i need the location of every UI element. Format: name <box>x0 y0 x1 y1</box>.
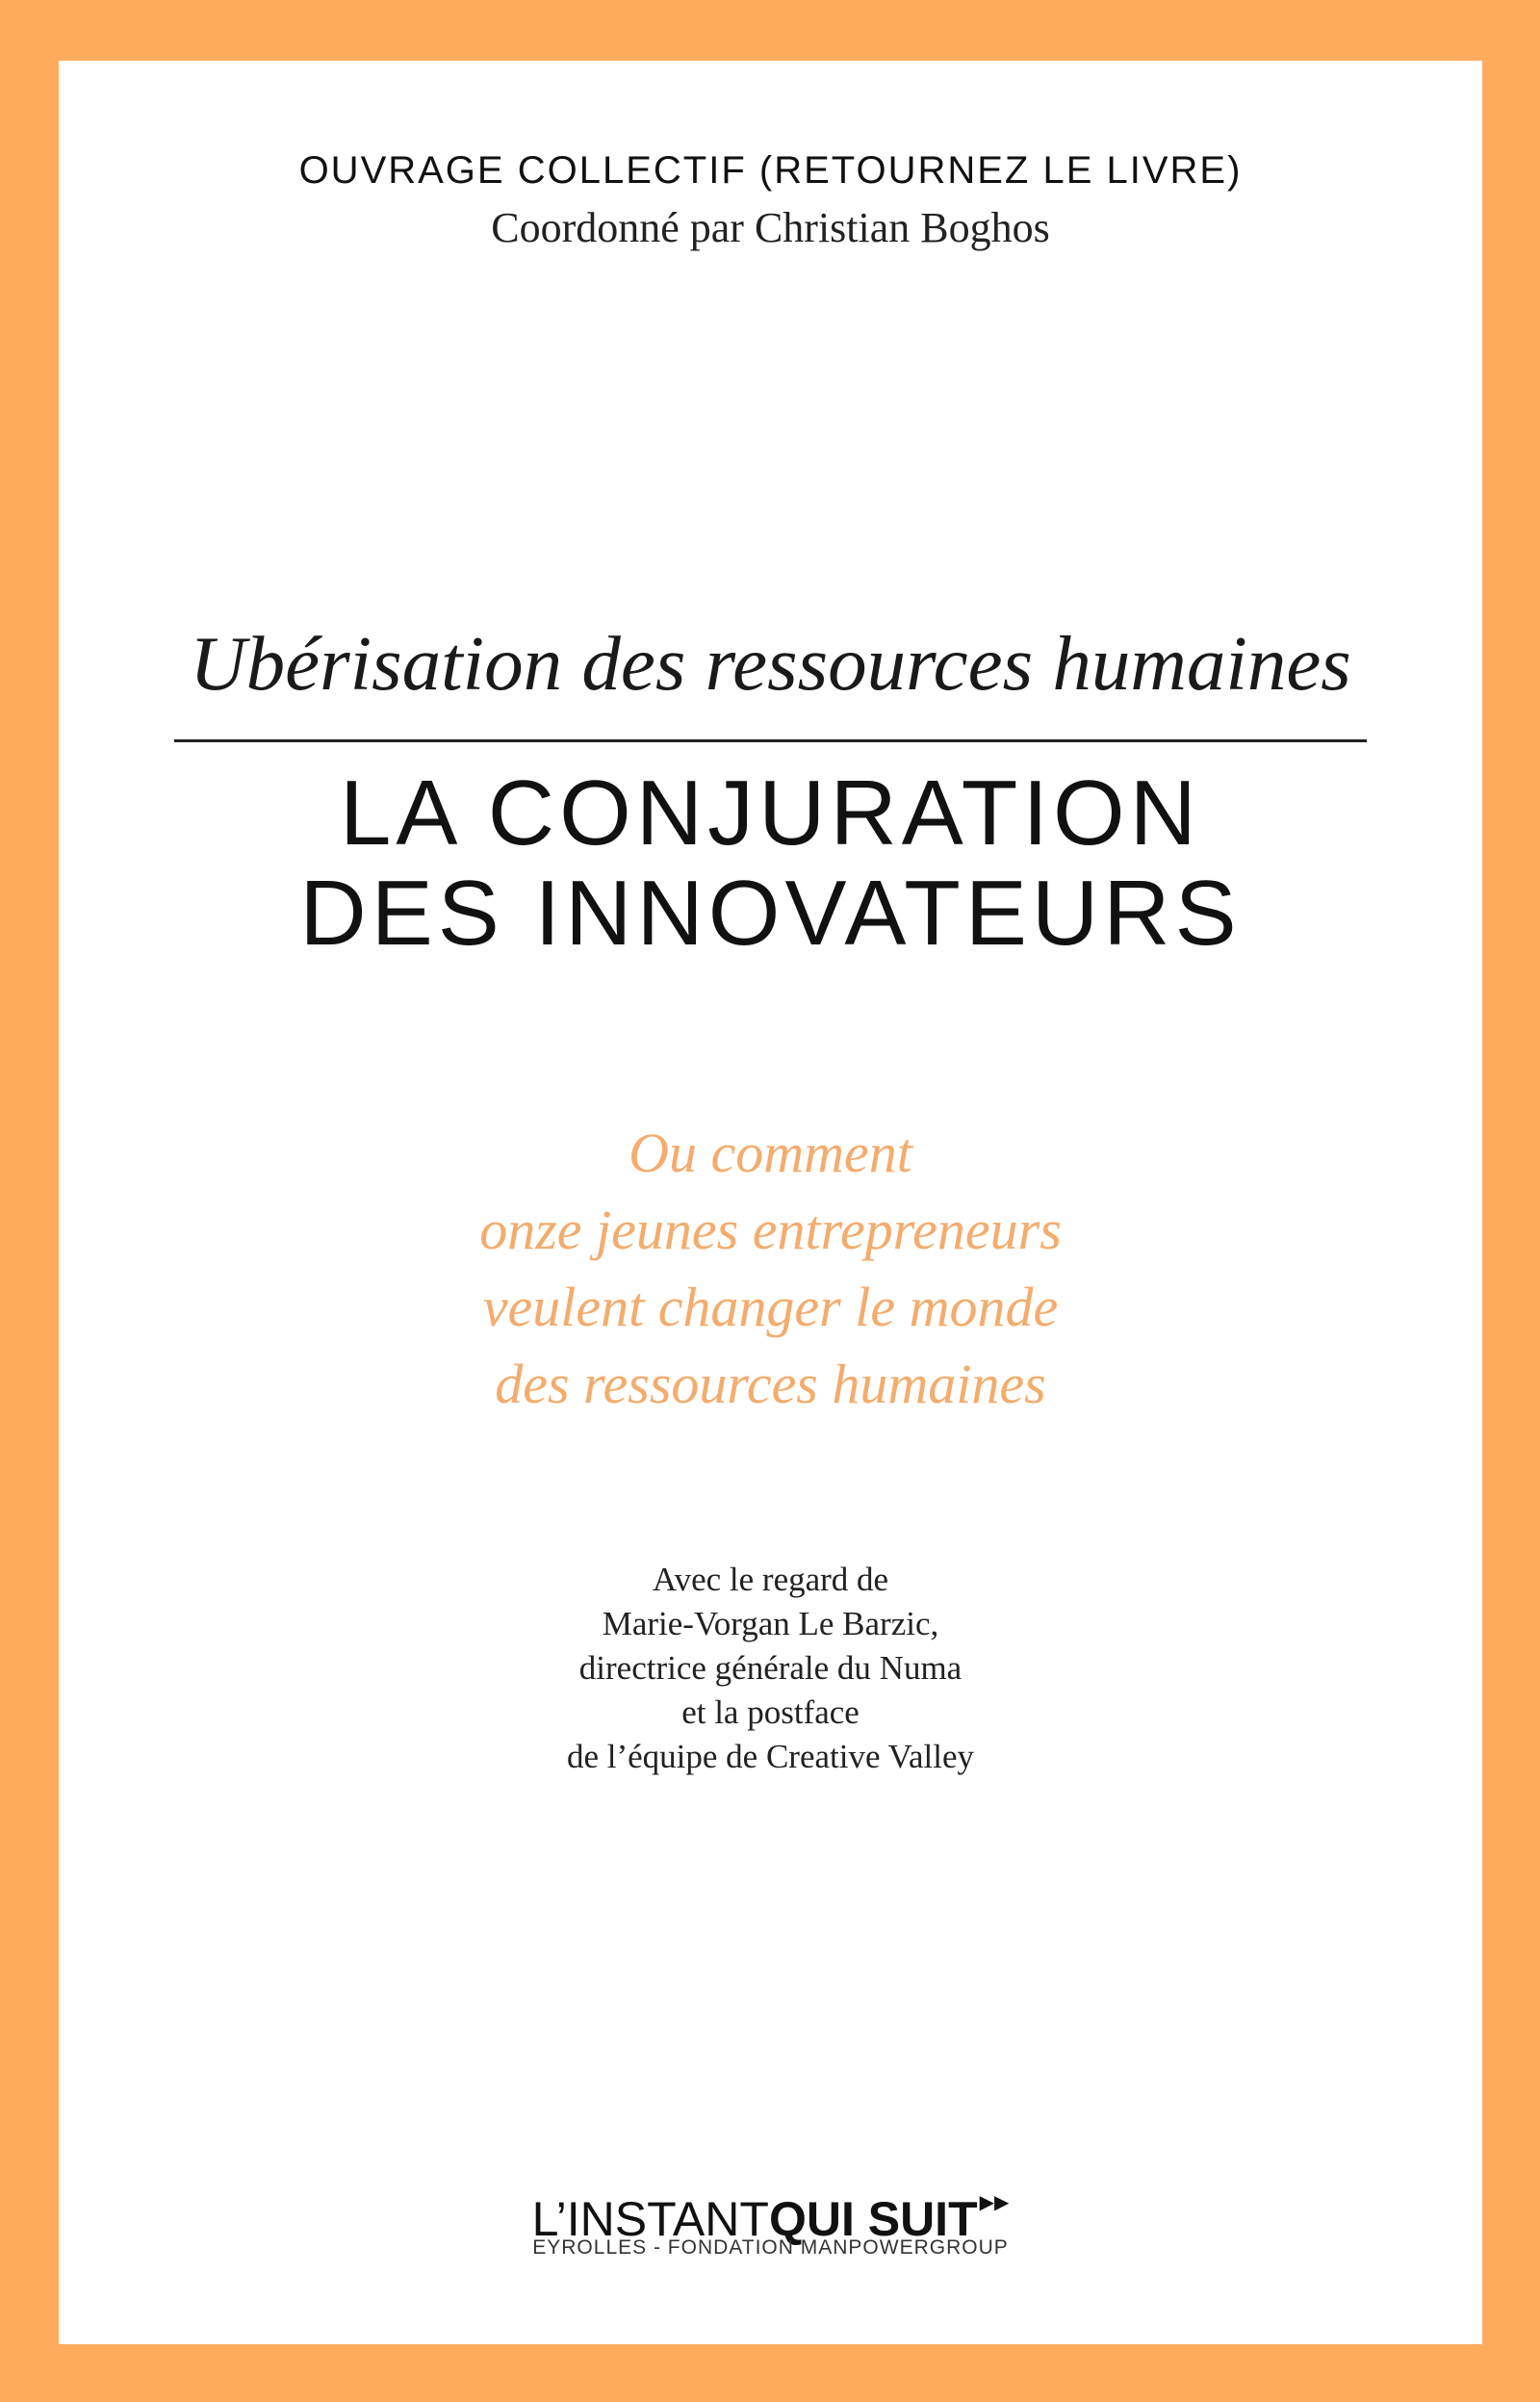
fast-forward-icon: ▶▶ <box>979 2192 1010 2213</box>
tagline-line-2: onze jeunes entrepreneurs <box>479 1199 1062 1261</box>
contributors-line-2: Marie-Vorgan Le Barzic, <box>602 1605 939 1642</box>
imprint-logo-bold: QUI SUIT <box>768 2192 978 2246</box>
tagline-line-1: Ou comment <box>629 1122 912 1184</box>
contributors-line-4: et la postface <box>681 1693 860 1731</box>
publisher-line: EYROLLES - FONDATION MANPOWERGROUP <box>532 2236 1009 2259</box>
subtitle: Ubérisation des ressources humaines <box>190 620 1351 707</box>
tagline <box>59 1115 1482 1423</box>
contributors-line-1: Avec le regard de <box>652 1561 889 1598</box>
book-title <box>59 763 1482 964</box>
contributors-line-3: directrice générale du Numa <box>578 1649 962 1687</box>
coordinator-credit: Coordonné par Christian Boghos <box>491 204 1050 251</box>
collective-work-label: OUVRAGE COLLECTIF (RETOURNEZ LE LIVRE) <box>298 149 1243 192</box>
tagline-line-3: veulent changer le monde <box>482 1276 1059 1338</box>
book-cover <box>59 61 1482 2344</box>
imprint-logo-light: L’INSTANT <box>531 2192 769 2246</box>
contributors-line-5: de l’équipe de Creative Valley <box>566 1738 975 1775</box>
book-title-line-2: DES INNOVATEURS <box>299 862 1242 965</box>
book-title-line-1: LA CONJURATION <box>340 762 1201 865</box>
contributors-note <box>59 1558 1482 1779</box>
title-divider <box>174 739 1367 742</box>
tagline-line-4: des ressources humaines <box>495 1353 1046 1415</box>
